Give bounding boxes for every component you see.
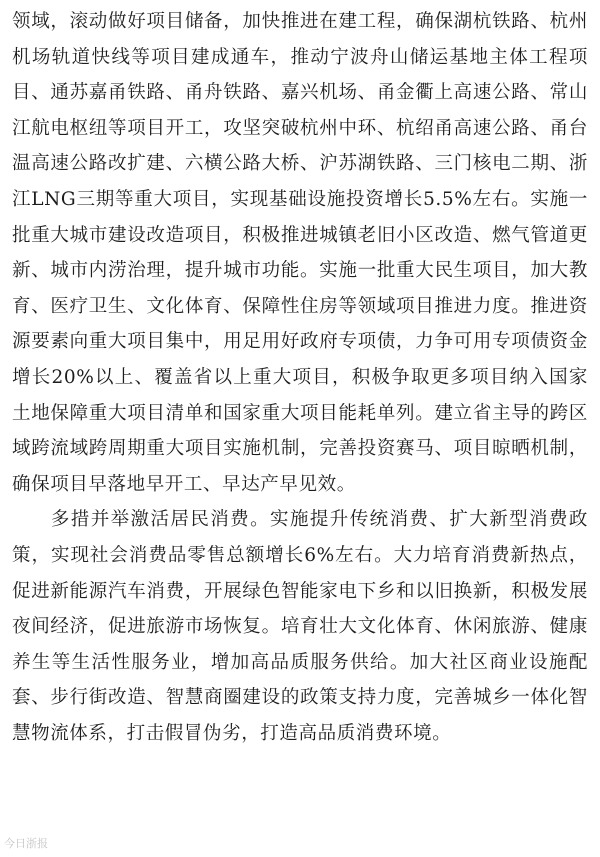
body-paragraph-1: 领域，滚动做好项目储备，加快推进在建工程，确保湖杭铁路、杭州机场轨道快线等项目建成通车，推动宁波舟山储运基地主体工程项目、通苏嘉甬铁路、甬舟铁路、嘉兴机场、甬金衢上高速公路、常山江航电枢纽等项目开工，攻坚突破杭州中环、杭绍甬高速公路、甬台温高速公路改扩建、六横公路大桥、沪苏湖铁路、三门核电二期、浙江LNG三期等重大项目，实现基础设施投资增长5.5%左右。实施一批重大城市建设改造项目，积极推进城镇老旧小区改造、燃气管道更新、城市内涝治理，提升城市功能。实施一批重大民生项目，加大教育、医疗卫生、文化体育、保障性住房等领域项目推进力度。推进资源要素向重大项目集中，用足用好政府专项债，力争可用专项债资金增长20%以上、覆盖省以上重大项目，积极争取更多项目纳入国家土地保障重大项目清单和国家重大项目能耗单列。建立省主导的跨区域跨流域跨周期重大项目实施机制，完善投资赛马、项目晾晒机制，确保项目早落地早开工、早达产早见效。 [12, 11, 588, 495]
watermark: 今日浙报 [4, 837, 48, 850]
body-paragraph-2: 多措并举激活居民消费。实施提升传统消费、扩大新型消费政策，实现社会消费品零售总额增长6%左右。大力培育消费新热点，促进新能源汽车消费，开展绿色智能家电下乡和以旧换新，积极发展夜间经济，促进旅游市场恢复。培育壮大文化体育、休闲旅游、健康养生等生活性服务业，增加高品质服务供给。加大社区商业设施配套、步行街改造、智慧商圈建设的政策支持力度，完善城乡一体化智慧物流体系，打击假冒伪劣，打造高品质消费环境。 [12, 509, 588, 744]
